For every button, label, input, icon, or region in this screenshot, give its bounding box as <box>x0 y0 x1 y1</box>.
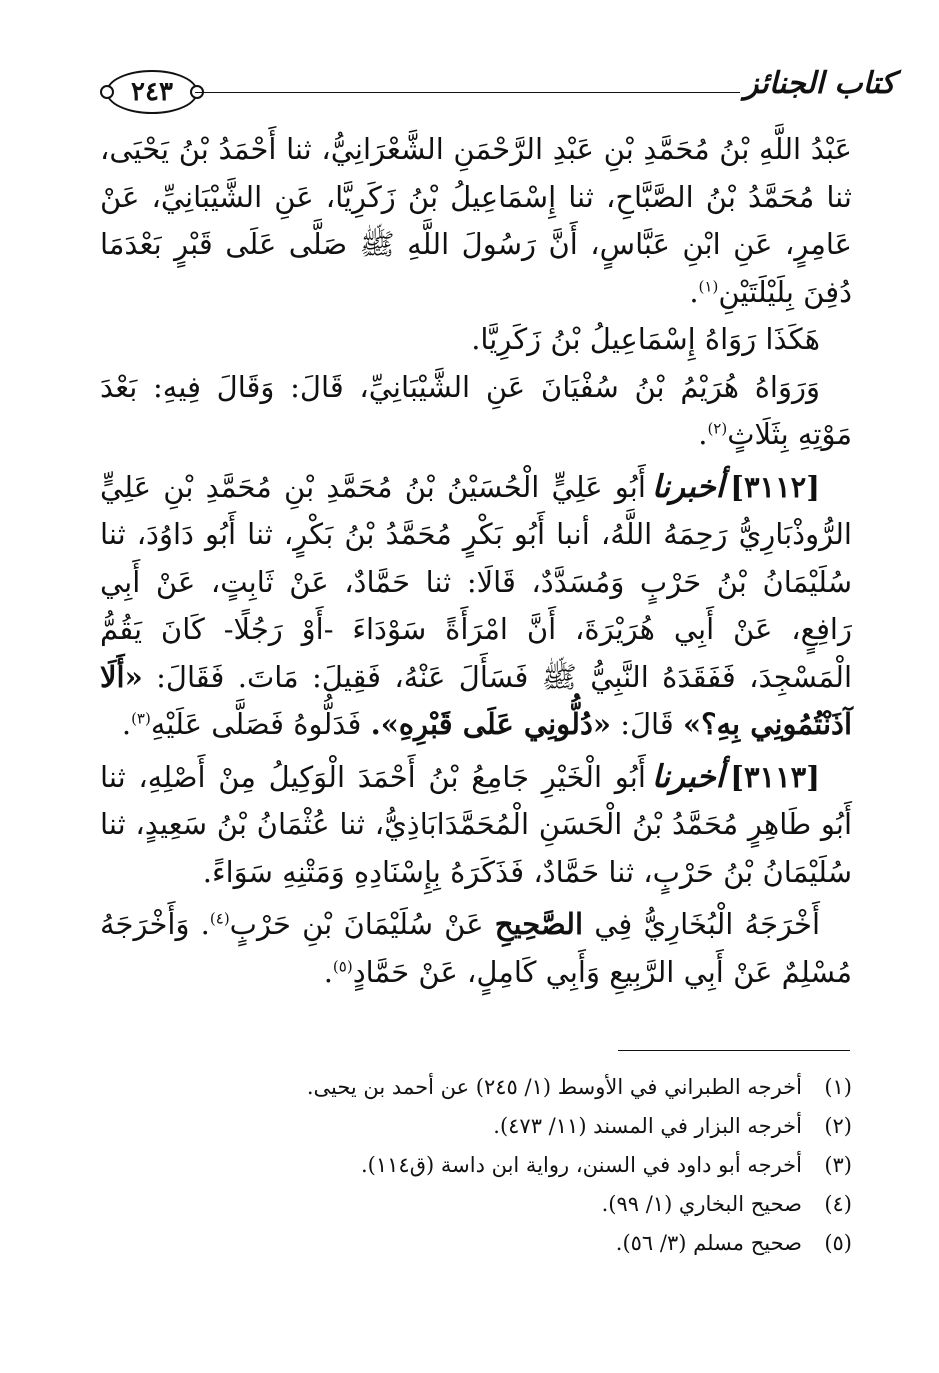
paragraph-riwaya-2: وَرَوَاهُ هُرَيْمُ بْنُ سُفْيَانَ عَنِ الشَّيْبَانِيِّ، قَالَ: وَقَالَ فِيهِ: بَعْدَ مَوْتِهِ بِثَلَاثٍ$^{(٢)}$. <box>100 369 852 451</box>
footnote: (٤)صحيح البخاري (١/ ٩٩). <box>100 1185 852 1224</box>
footnote-number: (٥) <box>824 1231 852 1255</box>
footnotes <box>100 1068 852 1263</box>
footnote-ref-3: (٣) <box>131 709 151 728</box>
footnote-number: (٤) <box>824 1192 852 1216</box>
transmission-formula: أخبرنا <box>651 468 725 505</box>
page-number: ٢٤٣ <box>106 70 198 114</box>
main-text <box>100 126 852 996</box>
footnote-ref-4: (٤) <box>209 909 230 928</box>
footnote: (١)أخرجه الطبراني في الأوسط (١/ ٢٤٥) عن أحمد بن يحيى. <box>100 1068 852 1107</box>
paragraph-riwaya-1: هَكَذَا رَوَاهُ إِسْمَاعِيلُ بْنُ زَكَرِيَّا. <box>471 322 820 356</box>
transmission-formula: أخبرنا <box>651 758 725 795</box>
header-rule <box>195 92 740 93</box>
footnote-number: (٣) <box>824 1153 852 1177</box>
footnote: (٣)أخرجه أبو داود في السنن، رواية ابن داسة (ق١١٤). <box>100 1146 852 1185</box>
prophetic-quote: «دُلُّونِي عَلَى قَبْرِهِ». <box>370 707 611 741</box>
book-title: الصَّحِيحِ <box>494 907 584 941</box>
hadith-number: [٣١١٣] <box>730 759 820 794</box>
prophetic-quote: «أَلَا آذَنْتُمُونِي بِهِ؟» <box>100 659 852 741</box>
footnote: (٢)أخرجه البزار في المسند (١١/ ٤٧٣). <box>100 1107 852 1146</box>
hadith-number: [٣١١٢] <box>730 469 820 504</box>
footnote-ref-5: (٥) <box>332 956 353 975</box>
footnote-ref-2: (٢) <box>707 419 728 438</box>
paragraph-isnad: عَبْدُ اللَّهِ بْنُ مُحَمَّدِ بْنِ عَبْدِ الرَّحْمَنِ الشَّعْرَانِيُّ، ثنا أَحْمَدُ بْنُ يَحْيَى، ثنا مُحَمَّدُ بْنُ الصَّبَّاحِ، ثنا إِسْمَاعِيلُ بْنُ زَكَرِيَّا، عَنِ الشَّيْبَانِيِّ، عَنْ عَامِرٍ، عَنِ ابْنِ عَبَّاسٍ، أَنَّ رَسُولَ اللَّهِ ﷺ صَلَّى عَلَى قَبْرٍ بَعْدَمَا دُفِنَ بِلَيْلَتَيْنِ$^{(١)}$. <box>100 132 852 309</box>
footnote-ref-1: (١) <box>698 276 719 295</box>
footnote-separator <box>618 1050 850 1051</box>
hadith-3113: [٣١١٣]أخبرناأَبُو الْخَيْرِ جَامِعُ بْنُ أَحْمَدَ الْوَكِيلُ مِنْ أَصْلِهِ، ثنا أَبُو طَاهِرٍ مُحَمَّدُ بْنُ الْحَسَنِ الْمُحَمَّدَابَاذِيُّ، ثنا عُثْمَانُ بْنُ سَعِيدٍ، ثنا سُلَيْمَانُ بْنُ حَرْبٍ، ثنا حَمَّادٌ، فَذَكَرَهُ بِإِسْنَادِهِ وَمَتْنِهِ سَوَاءً. <box>100 758 852 889</box>
page-header <box>100 62 896 122</box>
footnote-number: (١) <box>824 1075 852 1099</box>
running-title: كتاب الجنائز <box>744 66 896 101</box>
footnote: (٥)صحيح مسلم (٣/ ٥٦). <box>100 1224 852 1263</box>
hadith-3112: [٣١١٢]أخبرناأَبُو عَلِيٍّ الْحُسَيْنُ بْنُ مُحَمَّدِ بْنِ مُحَمَّدِ بْنِ عَلِيٍّ الرُّوذْبَارِيُّ رَحِمَهُ اللَّهُ، أنبا أَبُو بَكْرٍ مُحَمَّدُ بْنُ بَكْرٍ، ثنا أَبُو دَاوُدَ، ثنا سُلَيْمَانُ بْنُ حَرْبٍ وَمُسَدَّدٌ، قَالَا: ثنا حَمَّادٌ، عَنْ ثَابِتٍ، عَنْ أَبِي رَافِعٍ، عَنْ أَبِي هُرَيْرَةَ، أَنَّ امْرَأَةً سَوْدَاءَ -أَوْ رَجُلًا- كَانَ يَقُمُّ الْمَسْجِدَ، فَفَقَدَهُ النَّبِيُّ ﷺ فَسَأَلَ عَنْهُ، فَقِيلَ: مَاتَ. فَقَالَ: «أَلَا آذَنْتُمُونِي بِهِ؟» قَالَ: «دُلُّونِي عَلَى قَبْرِهِ». فَدَلُّوهُ فَصَلَّى عَلَيْهِ$^{(٣)}$. <box>100 468 852 741</box>
paragraph-takhrij: أَخْرَجَهُ الْبُخَارِيُّ فِي الصَّحِيحِ عَنْ سُلَيْمَانَ بْنِ حَرْبٍ$^{(٤)}$. وَأَخْرَجَهُ مُسْلِمٌ عَنْ أَبِي الرَّبِيعِ وَأَبِي كَامِلٍ، عَنْ حَمَّادٍ$^{(٥)}$. <box>100 907 852 989</box>
footnote-number: (٢) <box>824 1114 852 1138</box>
